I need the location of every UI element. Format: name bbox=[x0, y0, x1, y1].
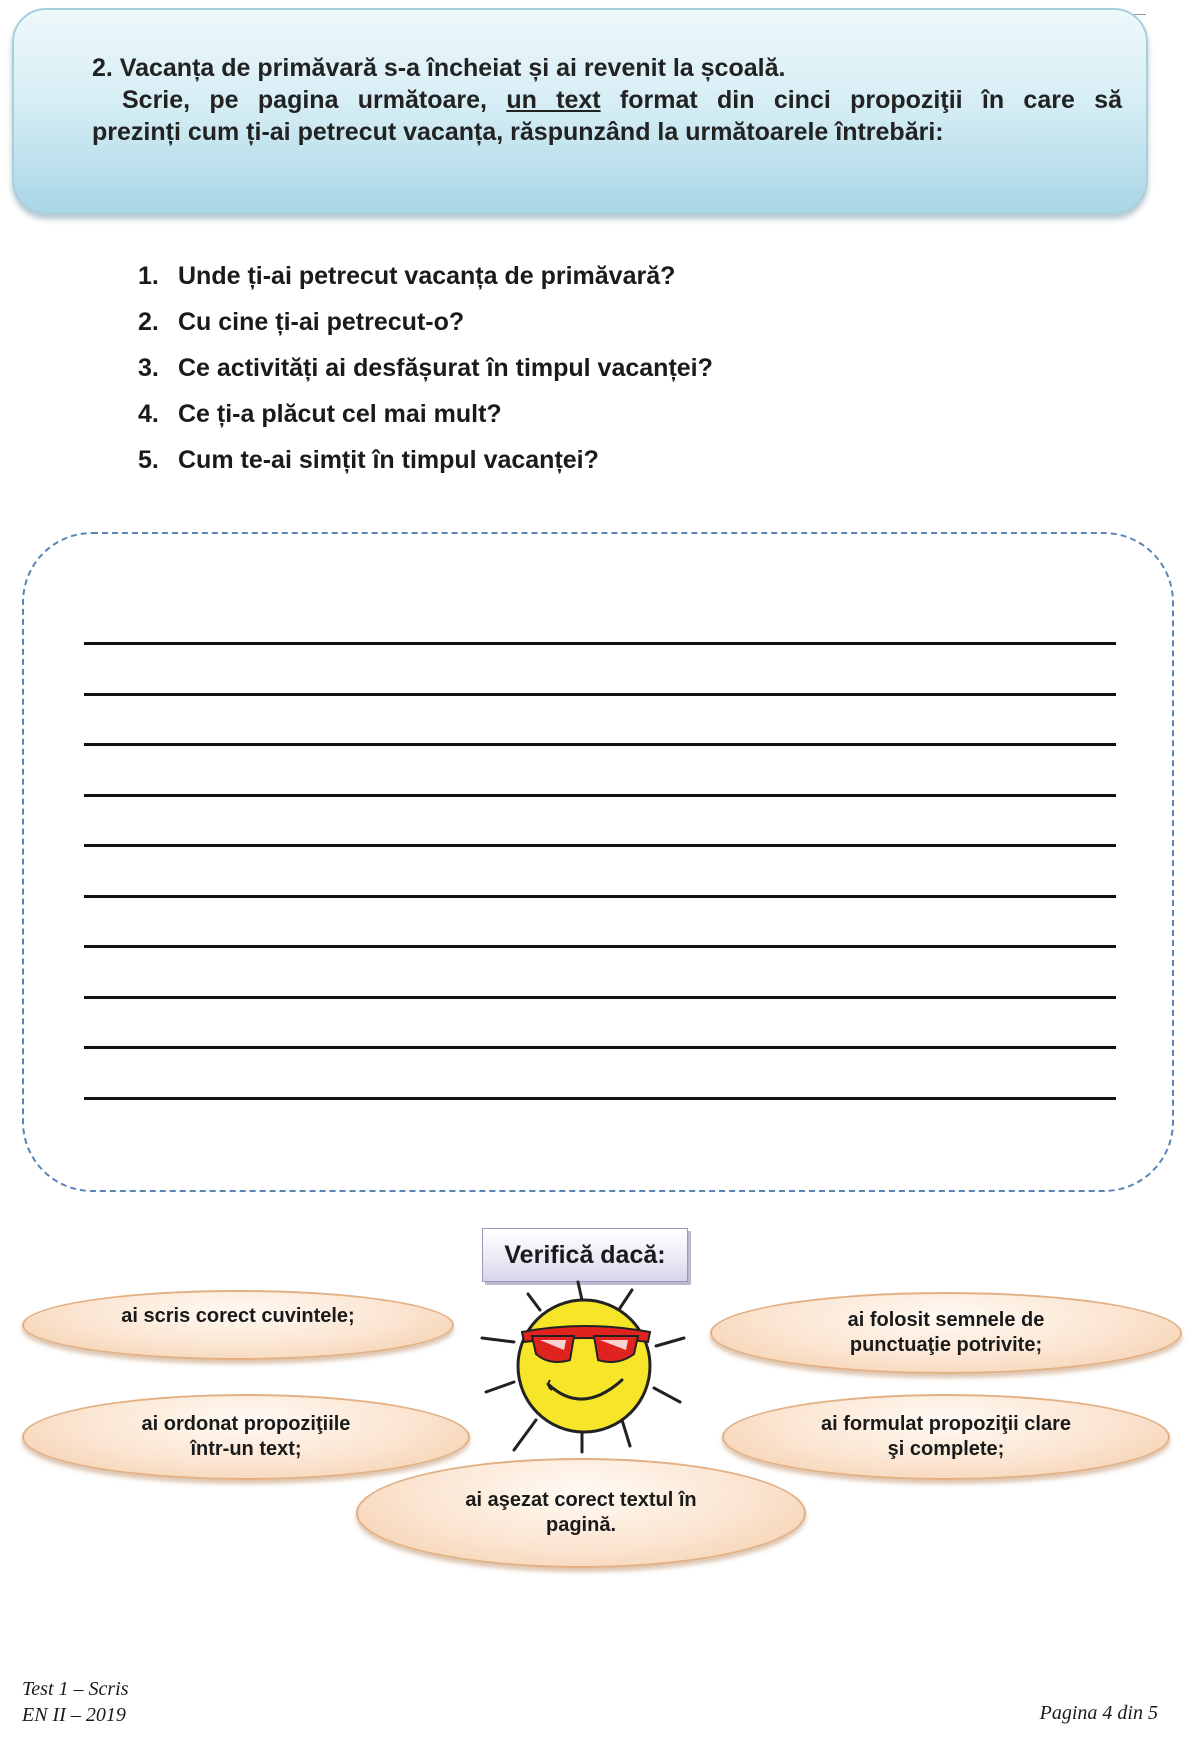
checklist-item-layout: ai aşezat corect textul în pagină. bbox=[356, 1458, 806, 1568]
task-line-2: Scrie, pe pagina următoare, un text format din cinci propoziţii în care să bbox=[122, 86, 1122, 114]
writing-line[interactable] bbox=[84, 1097, 1116, 1100]
writing-line[interactable] bbox=[84, 996, 1116, 999]
checklist-item-spelling: ai scris corect cuvintele; bbox=[22, 1290, 454, 1360]
sun-face bbox=[518, 1300, 650, 1432]
writing-line[interactable] bbox=[84, 844, 1116, 847]
question-item: 4. Ce ți-a plăcut cel mai mult? bbox=[138, 400, 502, 428]
writing-line[interactable] bbox=[84, 693, 1116, 696]
question-item: 2. Cu cine ți-ai petrecut-o? bbox=[138, 308, 465, 336]
footer-test-info bbox=[22, 1676, 129, 1728]
question-list bbox=[138, 262, 713, 492]
writing-line[interactable] bbox=[84, 895, 1116, 898]
underlined-phrase: un text bbox=[506, 86, 601, 114]
writing-area[interactable] bbox=[22, 532, 1174, 1192]
task-instructions bbox=[92, 52, 1122, 148]
checklist-item-clarity: ai formulat propoziţii clare şi complete; bbox=[722, 1394, 1170, 1480]
writing-line[interactable] bbox=[84, 743, 1116, 746]
footer-exam-name: EN II – 2019 bbox=[22, 1704, 126, 1726]
footer-test-name: Test 1 – Scris bbox=[22, 1678, 129, 1700]
task-title: 2. Vacanța de primăvară s-a încheiat și ai revenit la școală. bbox=[92, 54, 786, 82]
writing-line[interactable] bbox=[84, 1046, 1116, 1049]
writing-line[interactable] bbox=[84, 642, 1116, 645]
checklist-item-order: ai ordonat propoziţiile într-un text; bbox=[22, 1394, 470, 1480]
question-item: 5. Cum te-ai simțit în timpul vacanței? bbox=[138, 446, 599, 474]
footer-page-number: Pagina 4 din 5 bbox=[1039, 1702, 1158, 1724]
checklist-title: Verifică dacă: bbox=[482, 1228, 688, 1282]
writing-line[interactable] bbox=[84, 794, 1116, 797]
task-line-3: prezinți cum ți-ai petrecut vacanța, răspunzând la următoarele întrebări: bbox=[92, 118, 944, 146]
checklist-item-punctuation: ai folosit semnele de punctuaţie potrivite; bbox=[710, 1292, 1182, 1374]
question-item: 3. Ce activități ai desfășurat în timpul vacanței? bbox=[138, 354, 713, 382]
question-item: 1. Unde ți-ai petrecut vacanța de primăvară? bbox=[138, 262, 676, 290]
sun-with-sunglasses-icon bbox=[470, 1280, 700, 1460]
writing-line[interactable] bbox=[84, 945, 1116, 948]
